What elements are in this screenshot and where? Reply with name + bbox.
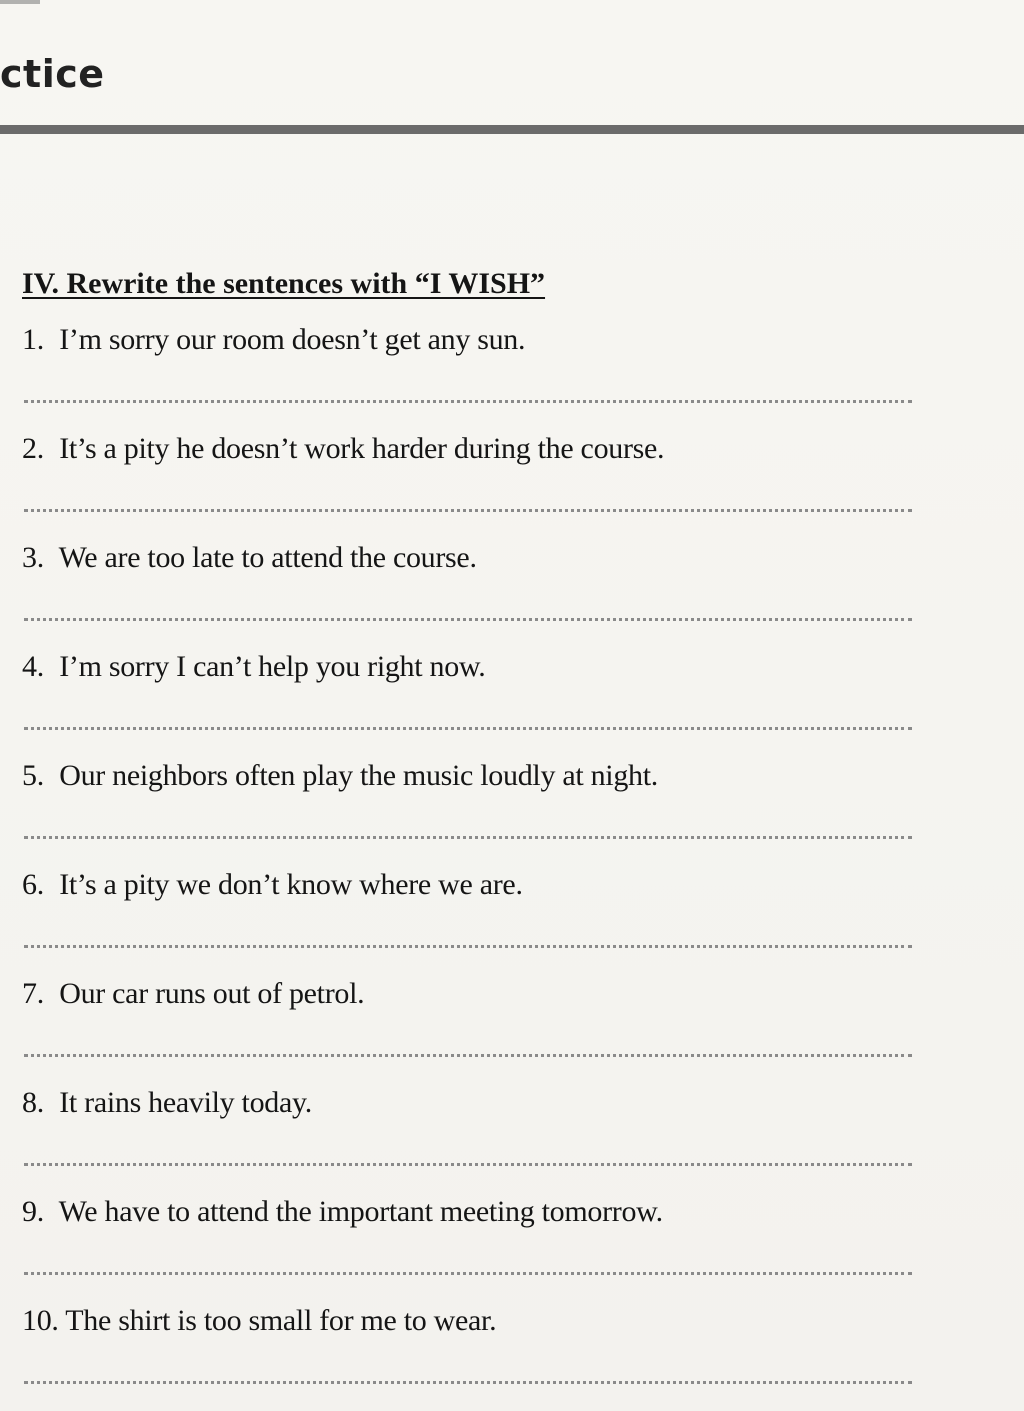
answer-line[interactable] [24, 509, 912, 512]
top-edge-mark [0, 0, 40, 4]
question-sentence: It rains heavily today. [59, 1086, 312, 1119]
exercise-item [22, 974, 922, 1014]
exercise-item [22, 1083, 922, 1123]
exercise-item [22, 865, 922, 905]
answer-line[interactable] [24, 836, 912, 839]
question-sentence: We are too late to attend the course. [58, 541, 477, 574]
question-text [22, 429, 922, 469]
header-divider [0, 125, 1024, 134]
question-number: 3. [22, 541, 44, 574]
answer-line[interactable] [24, 1381, 912, 1384]
question-number: 6. [22, 868, 44, 901]
question-number: 10. [22, 1304, 59, 1337]
question-text [22, 647, 922, 687]
exercise-item [22, 320, 922, 360]
question-text [22, 538, 922, 578]
question-text [22, 320, 922, 360]
exercise-item [22, 756, 922, 796]
question-sentence: I’m sorry our room doesn’t get any sun. [59, 323, 526, 356]
question-text [22, 756, 922, 796]
exercise-item [22, 1301, 922, 1341]
answer-line[interactable] [24, 727, 912, 730]
question-number: 7. [22, 977, 44, 1010]
question-text [22, 1083, 922, 1123]
question-number: 9. [22, 1195, 44, 1228]
question-sentence: Our neighbors often play the music loudly at night. [59, 759, 658, 792]
exercise-item [22, 538, 922, 578]
question-number: 1. [22, 323, 44, 356]
question-sentence: Our car runs out of petrol. [59, 977, 365, 1010]
exercise-item [22, 647, 922, 687]
question-text [22, 1192, 922, 1232]
answer-line[interactable] [24, 1054, 912, 1057]
answer-line[interactable] [24, 945, 912, 948]
page-title: ctice [0, 52, 105, 96]
question-text [22, 865, 922, 905]
section-heading: IV. Rewrite the sentences with “I WISH” [22, 267, 546, 300]
question-text [22, 1301, 922, 1341]
exercise-item [22, 1192, 922, 1232]
question-sentence: I’m sorry I can’t help you right now. [59, 650, 486, 683]
question-number: 2. [22, 432, 44, 465]
question-sentence: The shirt is too small for me to wear. [65, 1304, 497, 1337]
question-sentence: We have to attend the important meeting tomorrow. [58, 1195, 663, 1228]
answer-line[interactable] [24, 400, 912, 403]
answer-line[interactable] [24, 1272, 912, 1275]
question-number: 8. [22, 1086, 44, 1119]
question-text [22, 974, 922, 1014]
answer-line[interactable] [24, 1163, 912, 1166]
exercise-item [22, 429, 922, 469]
question-number: 5. [22, 759, 44, 792]
question-sentence: It’s a pity we don’t know where we are. [59, 868, 523, 901]
question-number: 4. [22, 650, 44, 683]
answer-line[interactable] [24, 618, 912, 621]
question-sentence: It’s a pity he doesn’t work harder during the course. [59, 432, 665, 465]
